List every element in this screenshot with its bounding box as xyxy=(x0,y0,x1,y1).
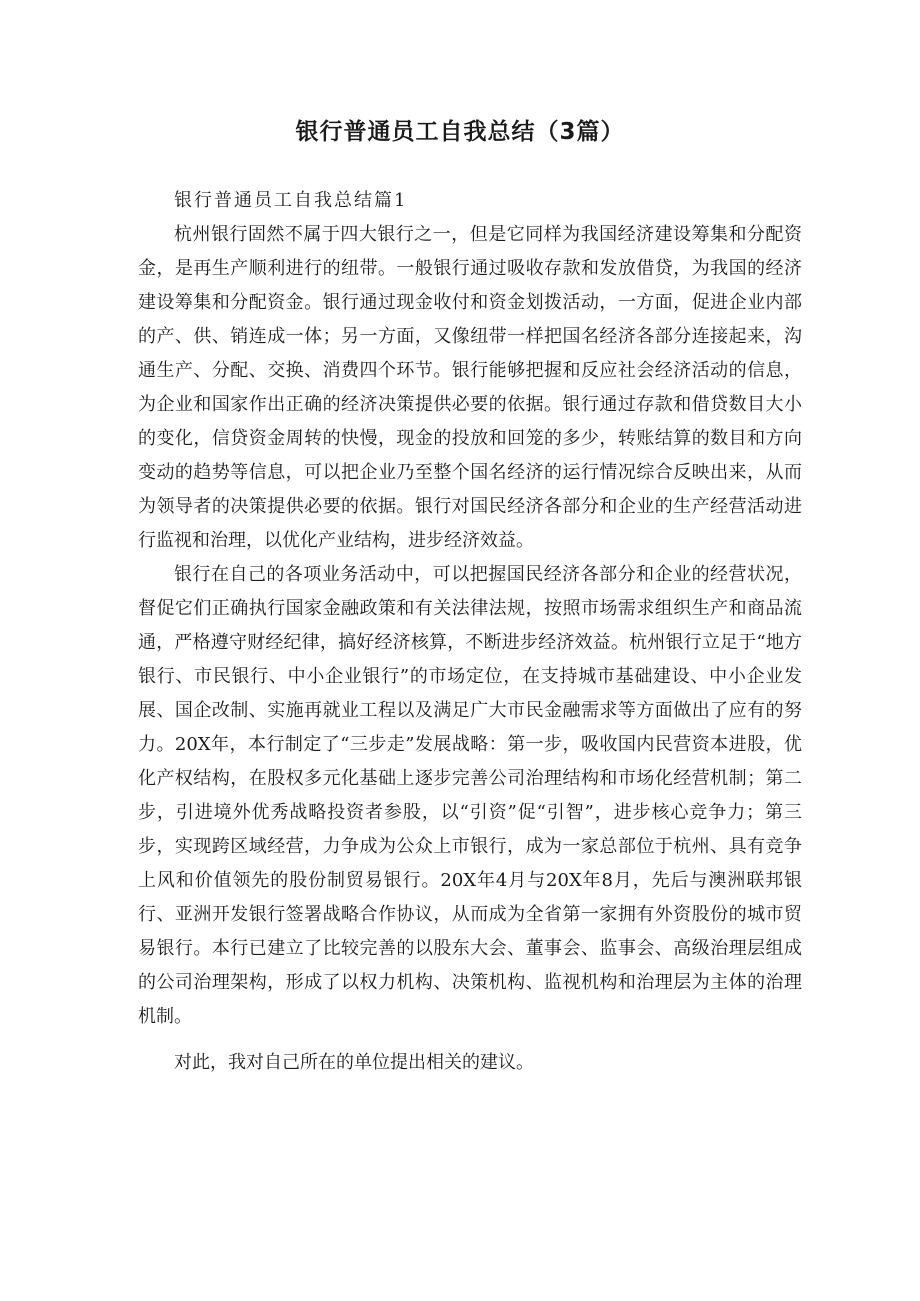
document-body xyxy=(138,184,802,1080)
document-title: 银行普通员工自我总结（3篇） xyxy=(295,119,625,145)
paragraph-1: 杭州银行固然不属于四大银行之一，但是它同样为我国经济建设筹集和分配资金，是再生产顺利进行的纽带。一般银行通过吸收存款和发放借贷，为我国的经济建设筹集和分配资金。银行通过现金收付和资金划拨活动，一方面，促进企业内部的产、供、销连成一体；另一方面，又像纽带一样把国名经济各部分连接起来，沟通生产、分配、交换、消费四个环节。银行能够把握和反应社会经济活动的信息，为企业和国家作出正确的经济决策提供必要的依据。银行通过存款和借贷数目大小的变化，信贷资金周转的快慢，现金的投放和回笼的多少，转账结算的数目和方向变动的趋势等信息，可以把企业乃至整个国名经济的运行情况综合反映出来，从而为领导者的决策提供必要的依据。银行对国民经济各部分和企业的生产经营活动进行监视和治理，以优化产业结构，进步经济效益。 xyxy=(138,224,802,551)
section-subheading: 银行普通员工自我总结篇1 xyxy=(174,190,408,211)
closing-sentence: 对此，我对自己所在的单位提出相关的建议。 xyxy=(174,1052,534,1073)
paragraph-2: 银行在自己的各项业务活动中，可以把握国民经济各部分和企业的经营状况，督促它们正确执行国家金融政策和有关法律法规，按照市场需求组织生产和商品流通，严格遵守财经纪律，搞好经济核算，不断进步经济效益。杭州银行立足于“地方银行、市民银行、中小企业银行”的市场定位，在支持城市基础建设、中小企业发展、国企改制、实施再就业工程以及满足广大市民金融需求等方面做出了应有的努力。20X年，本行制定了“三步走”发展战略：第一步，吸收国内民营资本进股，优化产权结构，在股权多元化基础上逐步完善公司治理结构和市场化经营机制；第二步，引进境外优秀战略投资者参股，以“引资”促“引智”，进步核心竞争力；第三步，实现跨区域经营，力争成为公众上市银行，成为一家总部位于杭州、具有竞争上风和价值领先的股份制贸易银行。20X年4月与20X年8月，先后与澳洲联邦银行、亚洲开发银行签署战略合作协议，从而成为全省第一家拥有外资股份的城市贸易银行。本行已建立了比较完善的以股东大会、董事会、监事会、高级治理层组成的公司治理架构，形成了以权力机构、决策机构、监视机构和治理层为主体的治理机制。 xyxy=(138,564,802,1027)
